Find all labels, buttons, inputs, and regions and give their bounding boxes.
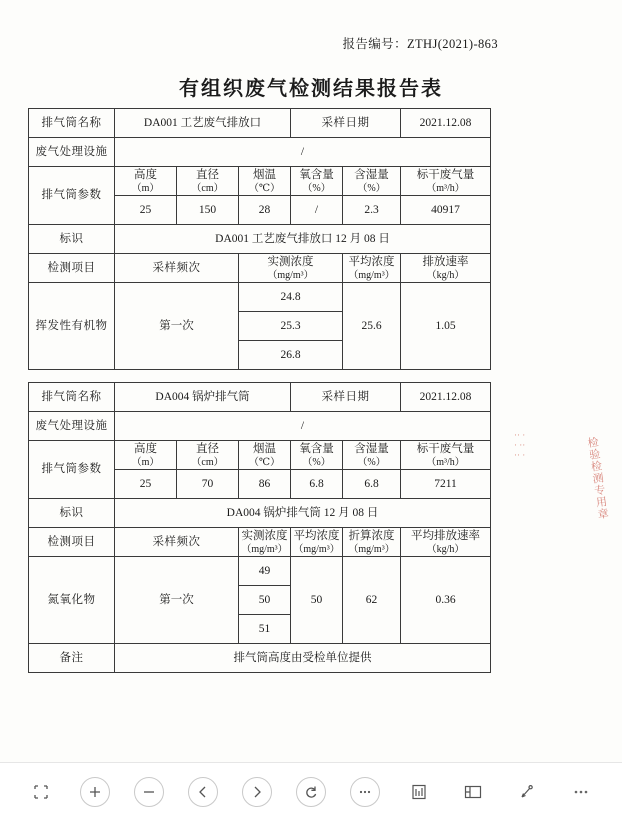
param-header-height-1: 高度 （m） <box>115 167 177 196</box>
stamp-speckles: ·· · · ·· ·· · <box>514 430 526 460</box>
param-header-temp-2: 烟温 （℃） <box>239 441 291 470</box>
table-row <box>29 138 491 167</box>
overflow-menu-icon[interactable] <box>566 777 596 807</box>
stack-name-label-1: 排气筒名称 <box>29 109 115 138</box>
param-value-temp-2: 86 <box>239 470 291 499</box>
params-label-2: 排气筒参数 <box>29 441 115 499</box>
param-value-oxygen-1: / <box>291 196 343 225</box>
measured-value-1-2: 25.3 <box>239 312 343 341</box>
table-row <box>29 441 491 470</box>
table-row <box>29 225 491 254</box>
average-value-2: 50 <box>291 557 343 644</box>
converted-label-2: 折算浓度 （mg/m³） <box>343 528 401 557</box>
remark-value: 排气筒高度由受检单位提供 <box>115 644 491 673</box>
param-header-oxygen-2: 氧含量 （%） <box>291 441 343 470</box>
converted-value-2: 62 <box>343 557 401 644</box>
mark-label-1: 标识 <box>29 225 115 254</box>
report-number <box>342 34 498 52</box>
table-row <box>29 283 491 312</box>
param-value-flow-2: 7211 <box>401 470 491 499</box>
item-label-2: 检测项目 <box>29 528 115 557</box>
item-name-2: 氮氧化物 <box>29 557 115 644</box>
rate-label-2: 平均排放速率 （kg/h） <box>401 528 491 557</box>
treatment-label-1: 废气处理设施 <box>29 138 115 167</box>
section-gap <box>29 370 491 383</box>
param-header-height-2: 高度 （m） <box>115 441 177 470</box>
table-row <box>29 109 491 138</box>
freq-value-1: 第一次 <box>115 283 239 370</box>
table-row <box>29 644 491 673</box>
param-value-flow-1: 40917 <box>401 196 491 225</box>
sample-date-label-1: 采样日期 <box>291 109 401 138</box>
report-table <box>28 108 491 673</box>
measured-value-2-1: 49 <box>239 557 291 586</box>
average-label-1: 平均浓度 （mg/m³） <box>343 254 401 283</box>
average-value-1: 25.6 <box>343 283 401 370</box>
stack-name-value-1: DA001 工艺废气排放口 <box>115 109 291 138</box>
measured-value-2-2: 50 <box>239 586 291 615</box>
mark-value-1: DA001 工艺废气排放口 12 月 08 日 <box>115 225 491 254</box>
report-number-label: 报告编号： <box>342 37 407 51</box>
measured-value-1-3: 26.8 <box>239 341 343 370</box>
param-header-flow-2: 标干废气量 （m³/h） <box>401 441 491 470</box>
freq-value-2: 第一次 <box>115 557 239 644</box>
mark-label-2: 标识 <box>29 499 115 528</box>
param-value-oxygen-2: 6.8 <box>291 470 343 499</box>
table-row <box>29 254 491 283</box>
param-value-humidity-2: 6.8 <box>343 470 401 499</box>
treatment-label-2: 废气处理设施 <box>29 412 115 441</box>
item-name-1: 挥发性有机物 <box>29 283 115 370</box>
sample-date-label-2: 采样日期 <box>291 383 401 412</box>
measured-value-2-3: 51 <box>239 615 291 644</box>
param-header-flow-1: 标干废气量 （m³/h） <box>401 167 491 196</box>
measured-label-1: 实测浓度 （mg/m³） <box>239 254 343 283</box>
measured-value-1-1: 24.8 <box>239 283 343 312</box>
mark-value-2: DA004 锅炉排气筒 12 月 08 日 <box>115 499 491 528</box>
rate-value-1: 1.05 <box>401 283 491 370</box>
param-value-height-2: 25 <box>115 470 177 499</box>
average-label-2: 平均浓度 （mg/m³） <box>291 528 343 557</box>
zoom-out-icon[interactable] <box>134 777 164 807</box>
sample-date-value-1: 2021.12.08 <box>401 109 491 138</box>
zoom-in-icon[interactable] <box>80 777 110 807</box>
more-dots-icon[interactable] <box>350 777 380 807</box>
table-row <box>29 383 491 412</box>
rate-label-1: 排放速率 （kg/h） <box>401 254 491 283</box>
param-value-diameter-1: 150 <box>177 196 239 225</box>
freq-label-1: 采样频次 <box>115 254 239 283</box>
table-row <box>29 528 491 557</box>
document-columns-icon[interactable] <box>404 777 434 807</box>
rate-value-2: 0.36 <box>401 557 491 644</box>
page-title: 有组织废气检测结果报告表 <box>179 78 443 100</box>
param-value-temp-1: 28 <box>239 196 291 225</box>
next-page-icon[interactable] <box>242 777 272 807</box>
report-number-value: ZTHJ(2021)-863 <box>406 37 498 51</box>
param-header-humidity-1: 含湿量 （%） <box>343 167 401 196</box>
sample-date-value-2: 2021.12.08 <box>401 383 491 412</box>
stack-name-value-2: DA004 锅炉排气筒 <box>115 383 291 412</box>
param-value-humidity-1: 2.3 <box>343 196 401 225</box>
stack-name-label-2: 排气筒名称 <box>29 383 115 412</box>
item-label-1: 检测项目 <box>29 254 115 283</box>
param-header-temp-1: 烟温 （℃） <box>239 167 291 196</box>
params-label-1: 排气筒参数 <box>29 167 115 225</box>
param-header-diameter-2: 直径 （cm） <box>177 441 239 470</box>
table-row <box>29 557 491 586</box>
table-row <box>29 499 491 528</box>
page-layout-icon[interactable] <box>458 777 488 807</box>
table-row <box>29 167 491 196</box>
param-value-diameter-2: 70 <box>177 470 239 499</box>
param-header-oxygen-1: 氧含量 （%） <box>291 167 343 196</box>
remark-label: 备注 <box>29 644 115 673</box>
rotate-icon[interactable] <box>296 777 326 807</box>
crop-icon[interactable] <box>26 777 56 807</box>
official-stamp: 检验检测专用章 <box>585 435 609 521</box>
previous-page-icon[interactable] <box>188 777 218 807</box>
param-header-diameter-1: 直径 （cm） <box>177 167 239 196</box>
viewer-toolbar <box>0 762 622 820</box>
param-value-height-1: 25 <box>115 196 177 225</box>
measured-label-2: 实测浓度 （mg/m³） <box>239 528 291 557</box>
param-header-humidity-2: 含湿量 （%） <box>343 441 401 470</box>
measure-icon[interactable] <box>512 777 542 807</box>
treatment-value-2: / <box>115 412 491 441</box>
treatment-value-1: / <box>115 138 491 167</box>
table-row <box>29 412 491 441</box>
freq-label-2: 采样频次 <box>115 528 239 557</box>
